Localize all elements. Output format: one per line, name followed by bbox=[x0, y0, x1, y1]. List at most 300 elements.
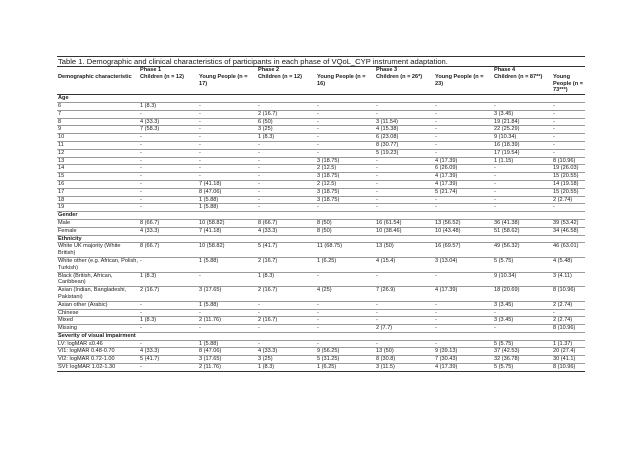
table-cell: 8 (66.7) bbox=[139, 219, 198, 227]
table-cell: 15 (20.55) bbox=[552, 173, 585, 181]
table-cell: 9 (39.13) bbox=[434, 348, 493, 356]
table-cell: 4 (17.39) bbox=[434, 173, 493, 181]
row-label: 7 bbox=[57, 110, 139, 118]
row-label: 10 bbox=[57, 134, 139, 142]
table-cell: - bbox=[375, 272, 434, 287]
table-cell: - bbox=[493, 204, 552, 212]
section-title: Age bbox=[57, 95, 585, 103]
table-cell: 3 (3.45) bbox=[493, 301, 552, 309]
table-cell: - bbox=[434, 204, 493, 212]
row-label: 8 bbox=[57, 118, 139, 126]
table-cell: - bbox=[552, 102, 585, 110]
table-cell: 11 (68.75) bbox=[316, 243, 375, 258]
phase-header: Phase 4 bbox=[494, 67, 516, 73]
table-cell: - bbox=[139, 165, 198, 173]
table-cell: 4 (17.39) bbox=[434, 157, 493, 165]
table-cell: - bbox=[316, 110, 375, 118]
section-header-row bbox=[57, 95, 585, 103]
table-row bbox=[57, 317, 585, 325]
table-cell: 34 (46.58) bbox=[552, 227, 585, 235]
table-cell: - bbox=[493, 102, 552, 110]
table-cell: 3 (17.65) bbox=[198, 287, 257, 302]
table-cell: 17 (19.54) bbox=[493, 149, 552, 157]
table-cell: - bbox=[434, 141, 493, 149]
row-label: Chinese bbox=[57, 309, 139, 317]
table-cell: - bbox=[257, 141, 316, 149]
table-cell: - bbox=[552, 141, 585, 149]
table-cell: 3 (18.75) bbox=[316, 157, 375, 165]
table-cell: 8 (30.77) bbox=[375, 141, 434, 149]
table-cell: 5 (19.23) bbox=[375, 149, 434, 157]
row-label: 13 bbox=[57, 157, 139, 165]
table-cell: 8 (10.96) bbox=[552, 364, 585, 372]
column-header: Young People (n = 73***) bbox=[553, 73, 583, 94]
row-label: LV: logMAR ≤0.46 bbox=[57, 340, 139, 348]
table-cell: 2 (16.7) bbox=[257, 110, 316, 118]
table-cell: 8 (30.8) bbox=[375, 356, 434, 364]
table-cell: - bbox=[552, 110, 585, 118]
table-cell: 2 (12.5) bbox=[316, 180, 375, 188]
table-cell: - bbox=[198, 102, 257, 110]
table-cell: - bbox=[316, 340, 375, 348]
table-cell: 3 (3.45) bbox=[493, 317, 552, 325]
table-row bbox=[57, 118, 585, 126]
table-cell: 5 (31.25) bbox=[316, 356, 375, 364]
table-cell: - bbox=[316, 309, 375, 317]
table-cell: 8 (47.06) bbox=[198, 188, 257, 196]
table-cell: - bbox=[375, 340, 434, 348]
table-cell: - bbox=[434, 301, 493, 309]
table-row bbox=[57, 204, 585, 212]
table-cell: 3 (18.75) bbox=[316, 188, 375, 196]
table-cell: - bbox=[552, 126, 585, 134]
table-cell: - bbox=[139, 364, 198, 372]
table-cell: - bbox=[257, 165, 316, 173]
table-cell: 1 (5.88) bbox=[198, 196, 257, 204]
table-cell: 1 (8.3) bbox=[139, 102, 198, 110]
table-cell: 10 (58.82) bbox=[198, 219, 257, 227]
table-cell: 2 (16.7) bbox=[257, 257, 316, 272]
table-row bbox=[57, 227, 585, 235]
table-cell: - bbox=[316, 149, 375, 157]
table-cell: 3 (18.75) bbox=[316, 196, 375, 204]
row-label: Asian (Indian, Bangladeshi, Pakistani) bbox=[57, 287, 139, 302]
table-cell: - bbox=[257, 325, 316, 333]
table-cell: 5 (41.7) bbox=[139, 356, 198, 364]
section-header-row bbox=[57, 212, 585, 220]
table-cell: 4 (5.48) bbox=[552, 257, 585, 272]
table-cell: 4 (15.4) bbox=[375, 257, 434, 272]
table-cell: - bbox=[434, 102, 493, 110]
table-cell: 8 (66.7) bbox=[257, 219, 316, 227]
table-row bbox=[57, 309, 585, 317]
table-cell: - bbox=[434, 110, 493, 118]
table-cell: - bbox=[257, 301, 316, 309]
row-label: Male bbox=[57, 219, 139, 227]
table-cell: - bbox=[316, 272, 375, 287]
table-cell: - bbox=[316, 102, 375, 110]
table-cell: - bbox=[198, 134, 257, 142]
table-cell: 7 (41.18) bbox=[198, 180, 257, 188]
table-cell: 3 (3.45) bbox=[493, 110, 552, 118]
table-cell: - bbox=[198, 118, 257, 126]
table-cell: - bbox=[552, 134, 585, 142]
table-cell: 1 (5.88) bbox=[198, 257, 257, 272]
table-cell: - bbox=[375, 173, 434, 181]
table-cell: 14 (19.18) bbox=[552, 180, 585, 188]
table-cell: 7 (26.9) bbox=[375, 287, 434, 302]
table-cell: 13 (50) bbox=[375, 348, 434, 356]
table-cell: - bbox=[375, 157, 434, 165]
table-cell: 4 (25) bbox=[316, 287, 375, 302]
table-cell: 4 (17.39) bbox=[434, 364, 493, 372]
table-cell: - bbox=[198, 141, 257, 149]
table-cell: - bbox=[552, 149, 585, 157]
column-header: Demographic characteristic bbox=[57, 74, 139, 95]
table-cell: - bbox=[434, 134, 493, 142]
table-cell: 19 (21.84) bbox=[493, 118, 552, 126]
table-cell: - bbox=[375, 110, 434, 118]
table-cell: 3 (13.04) bbox=[434, 257, 493, 272]
column-header: Children (n = 26*) bbox=[375, 74, 434, 95]
table-row bbox=[57, 272, 585, 287]
row-label: 16 bbox=[57, 180, 139, 188]
row-label: Black (British, African, Caribbean) bbox=[57, 272, 139, 287]
table-cell: 8 (10.96) bbox=[552, 287, 585, 302]
phase-header-row bbox=[57, 67, 585, 74]
table-cell: - bbox=[139, 157, 198, 165]
table-cell: 30 (41.1) bbox=[552, 356, 585, 364]
table-cell: - bbox=[257, 157, 316, 165]
table-cell: 10 (58.82) bbox=[198, 243, 257, 258]
table-cell: 2 (2.74) bbox=[552, 196, 585, 204]
table-cell: - bbox=[552, 118, 585, 126]
table-cell: - bbox=[493, 325, 552, 333]
table-cell: 39 (53.42) bbox=[552, 219, 585, 227]
table-cell: 5 (41.7) bbox=[257, 243, 316, 258]
table-cell: 1 (8.3) bbox=[257, 134, 316, 142]
table-cell: 4 (17.39) bbox=[434, 180, 493, 188]
table-cell: 9 (10.34) bbox=[493, 272, 552, 287]
column-header-row bbox=[57, 74, 585, 95]
table-cell: - bbox=[316, 118, 375, 126]
table-cell: 4 (33.3) bbox=[139, 227, 198, 235]
table-cell: 10 (43.48) bbox=[434, 227, 493, 235]
table-cell: - bbox=[139, 110, 198, 118]
table-cell: 7 (41.18) bbox=[198, 227, 257, 235]
table-cell: 1 (5.88) bbox=[198, 204, 257, 212]
table-cell: 5 (5.75) bbox=[493, 257, 552, 272]
table-row bbox=[57, 180, 585, 188]
table-row bbox=[57, 102, 585, 110]
table-cell: - bbox=[375, 204, 434, 212]
table-cell: - bbox=[552, 204, 585, 212]
row-label: VI1: logMAR 0.48-0.70 bbox=[57, 348, 139, 356]
table-row bbox=[57, 126, 585, 134]
table-cell: - bbox=[139, 173, 198, 181]
table-cell: - bbox=[434, 309, 493, 317]
table-cell: - bbox=[139, 196, 198, 204]
table-cell: 6 (23.08) bbox=[375, 134, 434, 142]
table-row bbox=[57, 257, 585, 272]
table-row bbox=[57, 243, 585, 258]
table-cell: 4 (33.3) bbox=[139, 118, 198, 126]
table-cell: 7 (58.3) bbox=[139, 126, 198, 134]
table-cell: 2 (12.5) bbox=[316, 165, 375, 173]
demographics-table bbox=[57, 67, 585, 372]
table-cell: 32 (36.78) bbox=[493, 356, 552, 364]
table-cell: - bbox=[139, 340, 198, 348]
table-cell: - bbox=[493, 180, 552, 188]
table-row bbox=[57, 173, 585, 181]
table-cell: - bbox=[375, 196, 434, 204]
table-cell: 19 (26.03) bbox=[552, 165, 585, 173]
table-cell: - bbox=[316, 317, 375, 325]
table-cell: 6 (50) bbox=[257, 118, 316, 126]
table-cell: 6 (26.09) bbox=[434, 165, 493, 173]
table-cell: - bbox=[257, 340, 316, 348]
table-cell: - bbox=[375, 102, 434, 110]
table-cell: 3 (11.5) bbox=[375, 364, 434, 372]
table-row bbox=[57, 149, 585, 157]
table-cell: 8 (50) bbox=[316, 227, 375, 235]
table-cell: 2 (7.7) bbox=[375, 325, 434, 333]
table-row bbox=[57, 287, 585, 302]
table-cell: 1 (5.88) bbox=[198, 340, 257, 348]
table-cell: - bbox=[434, 272, 493, 287]
table-cell: 2 (16.7) bbox=[257, 317, 316, 325]
table-cell: - bbox=[139, 180, 198, 188]
row-label: SVI: logMAR 1.02-1.30 bbox=[57, 364, 139, 372]
table-cell: 9 (10.34) bbox=[493, 134, 552, 142]
table-cell: - bbox=[493, 165, 552, 173]
table-cell: - bbox=[434, 340, 493, 348]
table-cell: 2 (11.76) bbox=[198, 317, 257, 325]
table-caption: Table 1. Demographic and clinical characteristics of participants in each phase of VQoL_CYP instrument adaptation. bbox=[57, 56, 585, 67]
table-cell: 10 (38.46) bbox=[375, 227, 434, 235]
table-cell: - bbox=[139, 204, 198, 212]
section-title: Severity of visual impairment bbox=[57, 332, 585, 340]
table-cell: - bbox=[198, 157, 257, 165]
table-cell: 2 (16.7) bbox=[139, 287, 198, 302]
phase-header: Phase 1 bbox=[140, 67, 162, 73]
table-cell: - bbox=[139, 257, 198, 272]
table-cell: 15 (20.55) bbox=[552, 188, 585, 196]
table-cell: - bbox=[375, 165, 434, 173]
table-row bbox=[57, 364, 585, 372]
table-cell: 1 (8.3) bbox=[139, 317, 198, 325]
row-label: 11 bbox=[57, 141, 139, 149]
table-cell: - bbox=[198, 165, 257, 173]
table-row bbox=[57, 219, 585, 227]
table-cell: - bbox=[139, 188, 198, 196]
table-cell: 2 (11.76) bbox=[198, 364, 257, 372]
table-cell: - bbox=[257, 196, 316, 204]
table-cell: 1 (1.37) bbox=[552, 340, 585, 348]
table-cell: 13 (50) bbox=[375, 243, 434, 258]
table-cell: - bbox=[375, 180, 434, 188]
table-cell: - bbox=[316, 126, 375, 134]
table-cell: - bbox=[257, 149, 316, 157]
table-cell: 2 (16.7) bbox=[257, 287, 316, 302]
table-cell: - bbox=[434, 196, 493, 204]
table-cell: 16 (18.39) bbox=[493, 141, 552, 149]
table-cell: 1 (8.3) bbox=[257, 272, 316, 287]
row-label: White other (e.g. African, Polish, Turkish) bbox=[58, 257, 138, 271]
table-cell: 1 (6.25) bbox=[316, 257, 375, 272]
table-cell: - bbox=[257, 180, 316, 188]
table-cell: - bbox=[493, 196, 552, 204]
table-cell: 5 (5.75) bbox=[493, 340, 552, 348]
column-header: Young People (n = 17) bbox=[198, 74, 257, 95]
table-cell: 49 (56.32) bbox=[493, 243, 552, 258]
table-cell: - bbox=[257, 309, 316, 317]
column-header: Children (n = 12) bbox=[257, 74, 316, 95]
table-cell: - bbox=[198, 149, 257, 157]
section-title: Gender bbox=[57, 212, 585, 220]
row-label: 17 bbox=[57, 188, 139, 196]
phase-header: Phase 3 bbox=[376, 67, 398, 73]
table-row bbox=[57, 165, 585, 173]
table-cell: 8 (50) bbox=[316, 219, 375, 227]
table-cell: - bbox=[257, 173, 316, 181]
table-row bbox=[57, 134, 585, 142]
row-label: 19 bbox=[57, 204, 139, 212]
table-cell: 7 (30.43) bbox=[434, 356, 493, 364]
table-cell: - bbox=[493, 309, 552, 317]
row-label: Missing bbox=[57, 325, 139, 333]
table-cell: - bbox=[139, 141, 198, 149]
row-label: Female bbox=[57, 227, 139, 235]
table-cell: - bbox=[198, 325, 257, 333]
table-row bbox=[57, 110, 585, 118]
table-row bbox=[57, 188, 585, 196]
column-header: Children (n = 12) bbox=[139, 74, 198, 95]
row-label: 9 bbox=[57, 126, 139, 134]
table-cell: 9 (56.25) bbox=[316, 348, 375, 356]
table-cell: 1 (8.3) bbox=[139, 272, 198, 287]
row-label: 15 bbox=[57, 173, 139, 181]
table-cell: 8 (66.7) bbox=[139, 243, 198, 258]
header-spacer bbox=[57, 67, 139, 74]
table-cell: - bbox=[434, 325, 493, 333]
table-cell: - bbox=[375, 317, 434, 325]
table-cell: - bbox=[434, 126, 493, 134]
row-label: 14 bbox=[57, 165, 139, 173]
phase-header: Phase 2 bbox=[258, 67, 280, 73]
table-cell: - bbox=[316, 134, 375, 142]
table-cell: 36 (41.38) bbox=[493, 219, 552, 227]
table-row bbox=[57, 301, 585, 309]
table-cell: 2 (2.74) bbox=[552, 317, 585, 325]
table-cell: 3 (18.75) bbox=[316, 173, 375, 181]
table-cell: - bbox=[316, 204, 375, 212]
table-cell: - bbox=[375, 309, 434, 317]
table-cell: 3 (11.54) bbox=[375, 118, 434, 126]
document-page bbox=[57, 56, 585, 372]
table-cell: - bbox=[434, 118, 493, 126]
table-row bbox=[57, 325, 585, 333]
row-label: White UK majority (White British) bbox=[57, 243, 139, 258]
row-label: 18 bbox=[57, 196, 139, 204]
table-row bbox=[57, 157, 585, 165]
row-label: Asian other (Arabic) bbox=[57, 301, 139, 309]
table-cell: - bbox=[198, 272, 257, 287]
table-cell: - bbox=[139, 301, 198, 309]
row-label: 12 bbox=[57, 149, 139, 157]
table-cell: - bbox=[316, 141, 375, 149]
table-cell: 2 (2.74) bbox=[552, 301, 585, 309]
table-row bbox=[57, 196, 585, 204]
table-cell: 37 (42.53) bbox=[493, 348, 552, 356]
table-cell: - bbox=[198, 173, 257, 181]
row-label: VI2: logMAR 0.72-1.00 bbox=[57, 356, 139, 364]
table-cell: 5 (5.75) bbox=[493, 364, 552, 372]
table-cell: 3 (25) bbox=[257, 126, 316, 134]
table-row bbox=[57, 348, 585, 356]
table-cell: 4 (33.3) bbox=[257, 227, 316, 235]
table-cell: - bbox=[139, 325, 198, 333]
table-row bbox=[57, 340, 585, 348]
table-cell: 16 (61.54) bbox=[375, 219, 434, 227]
column-header: Young People (n = 16) bbox=[316, 74, 375, 95]
table-cell: - bbox=[434, 149, 493, 157]
table-cell: - bbox=[257, 188, 316, 196]
column-header: Young People (n = 23) bbox=[434, 74, 493, 95]
table-cell: - bbox=[434, 317, 493, 325]
table-cell: 22 (25.29) bbox=[493, 126, 552, 134]
table-cell: 1 (6.25) bbox=[316, 364, 375, 372]
table-cell: - bbox=[552, 309, 585, 317]
section-title: Ethnicity bbox=[57, 235, 585, 243]
table-cell: - bbox=[493, 188, 552, 196]
table-cell: 16 (69.57) bbox=[434, 243, 493, 258]
table-cell: 51 (58.62) bbox=[493, 227, 552, 235]
table-cell: - bbox=[316, 325, 375, 333]
row-label: 6 bbox=[57, 102, 139, 110]
table-cell: 20 (27.4) bbox=[552, 348, 585, 356]
table-cell: - bbox=[257, 204, 316, 212]
table-cell: 4 (17.39) bbox=[434, 287, 493, 302]
table-cell: 3 (25) bbox=[257, 356, 316, 364]
table-cell: - bbox=[139, 149, 198, 157]
table-cell: - bbox=[139, 134, 198, 142]
table-cell: 8 (10.96) bbox=[552, 325, 585, 333]
table-cell: 1 (5.88) bbox=[198, 301, 257, 309]
table-cell: - bbox=[257, 102, 316, 110]
table-cell: 46 (63.01) bbox=[552, 243, 585, 258]
table-cell: - bbox=[316, 301, 375, 309]
row-label: Mixed bbox=[57, 317, 139, 325]
table-cell: 13 (56.52) bbox=[434, 219, 493, 227]
table-cell: 5 (21.74) bbox=[434, 188, 493, 196]
table-cell: 4 (33.3) bbox=[139, 348, 198, 356]
table-cell: - bbox=[198, 110, 257, 118]
table-cell: - bbox=[198, 126, 257, 134]
table-cell: - bbox=[198, 309, 257, 317]
table-cell: 3 (17.65) bbox=[198, 356, 257, 364]
table-cell: 4 (33.3) bbox=[257, 348, 316, 356]
table-cell: 18 (20.69) bbox=[493, 287, 552, 302]
section-header-row bbox=[57, 332, 585, 340]
table-cell: 1 (8.3) bbox=[257, 364, 316, 372]
table-cell: 3 (4.11) bbox=[552, 272, 585, 287]
table-cell: - bbox=[139, 309, 198, 317]
column-header: Children (n = 87**) bbox=[493, 74, 552, 95]
table-cell: 4 (15.38) bbox=[375, 126, 434, 134]
table-cell: - bbox=[493, 173, 552, 181]
table-cell: 1 (1.15) bbox=[493, 157, 552, 165]
